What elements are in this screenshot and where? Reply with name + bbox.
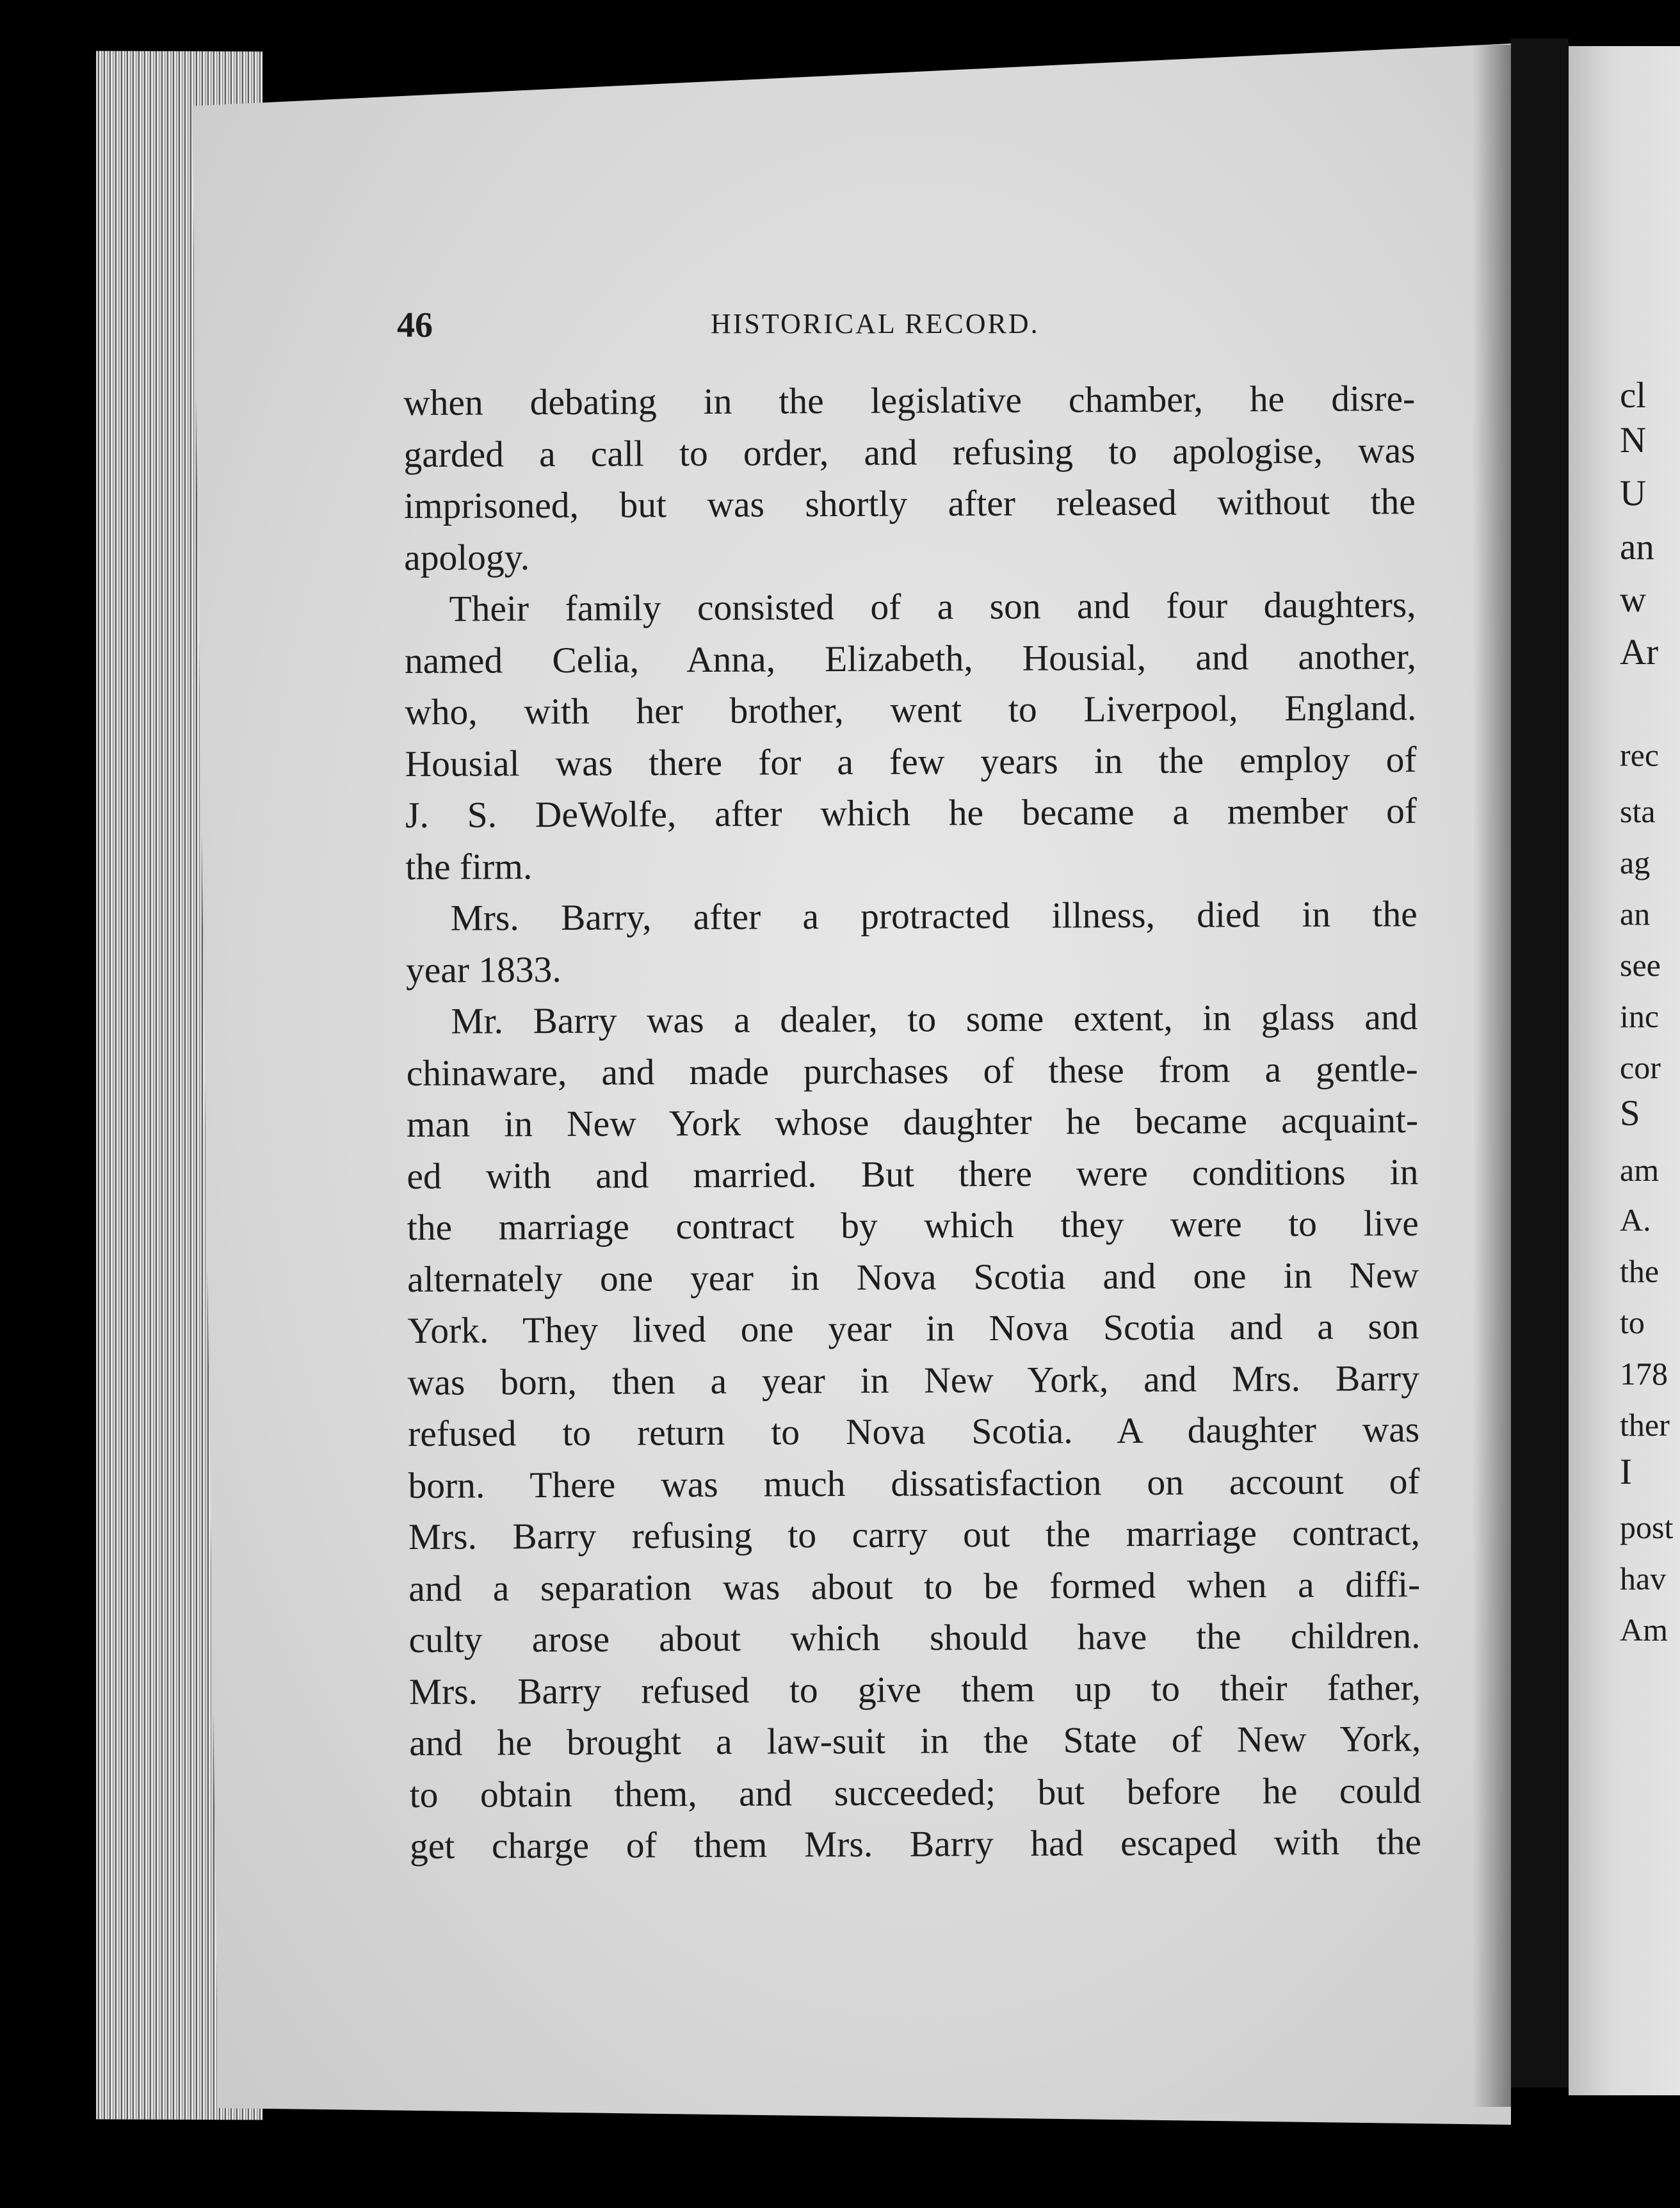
text-line: Mrs. Barry refused to give them up to their father, <box>408 1667 1421 1712</box>
facing-fragment: sta <box>1620 793 1656 829</box>
text-line: imprisoned, but was shortly after released without the <box>403 482 1416 526</box>
facing-fragment: the <box>1620 1253 1660 1289</box>
text-line: garded a call to order, and refusing to apologise, was <box>403 430 1416 475</box>
facing-fragment: ther <box>1620 1407 1670 1443</box>
facing-fragment: am <box>1620 1152 1660 1188</box>
facing-fragment: an <box>1620 527 1654 567</box>
body-text <box>403 373 1421 1872</box>
text-line: and a separation was about to be formed when a diffi- <box>408 1564 1421 1609</box>
page-header <box>397 301 1434 352</box>
text-line: who, with her brother, went to Liverpool, England. <box>405 688 1417 733</box>
facing-fragment: an <box>1620 896 1651 932</box>
text-line: born. There was much dissatisfaction on account of <box>408 1461 1420 1506</box>
facing-fragment: hav <box>1620 1561 1667 1596</box>
text-line: to obtain them, and succeeded; but before he could <box>409 1770 1421 1815</box>
text-line: the firm. <box>405 846 533 888</box>
text-line: Mrs. Barry refusing to carry out the marriage contract, <box>408 1513 1421 1557</box>
text-line: get charge of them Mrs. Barry had escaped with the <box>409 1822 1422 1867</box>
running-head: HISTORICAL RECORD. <box>711 308 1040 339</box>
text-line: culty arose about which should have the children. <box>408 1616 1421 1660</box>
facing-fragment: I <box>1620 1452 1632 1492</box>
facing-fragment: w <box>1620 580 1647 620</box>
text-line: man in New York whose daughter he became acquaint- <box>406 1100 1419 1145</box>
facing-fragment: cl <box>1620 375 1647 416</box>
text-line: ed with and married. But there were conditions in <box>407 1151 1419 1197</box>
facing-fragment: to <box>1620 1304 1645 1340</box>
facing-fragment: 178 <box>1620 1356 1668 1392</box>
facing-fragment: cor <box>1620 1050 1661 1085</box>
text-line: refused to return to Nova Scotia. A daughter was <box>408 1409 1420 1454</box>
facing-fragment: U <box>1620 473 1647 514</box>
text-line: alternately one year in Nova Scotia and one in New <box>407 1254 1419 1300</box>
page-number: 46 <box>397 305 433 345</box>
facing-fragment: ag <box>1620 845 1651 881</box>
facing-fragment: Ar <box>1620 632 1659 672</box>
text-line: apology. <box>404 537 530 578</box>
text-line: the marriage contract by which they were to live <box>407 1203 1419 1248</box>
facing-fragment: see <box>1620 947 1661 983</box>
text-line: Mrs. Barry, after a protracted illness, died in the <box>450 894 1418 939</box>
facing-fragment: rec <box>1620 737 1660 773</box>
facing-fragment: N <box>1620 420 1647 460</box>
text-line: Housial was there for a few years in the employ of <box>405 739 1417 784</box>
text-line: named Celia, Anna, Elizabeth, Housial, and another, <box>404 636 1417 681</box>
gutter <box>1511 38 1569 2088</box>
text-line: York. They lived one year in Nova Scotia and a son <box>407 1306 1419 1351</box>
facing-fragment: A. <box>1620 1202 1651 1238</box>
facing-fragment: inc <box>1620 998 1660 1034</box>
text-line: and he brought a law-suit in the State of New York, <box>409 1719 1421 1764</box>
facing-fragment: Am <box>1620 1612 1668 1648</box>
text-line: year 1833. <box>405 949 561 991</box>
text-line: chinaware, and made purchases of these from a gentle- <box>406 1048 1418 1094</box>
text-line: J. S. DeWolfe, after which he became a member of <box>405 791 1418 836</box>
text-line: Mr. Barry was a dealer, to some extent, in glass and <box>451 997 1418 1042</box>
facing-fragment: S <box>1620 1093 1640 1133</box>
facing-fragment: post <box>1620 1509 1674 1545</box>
text-line: when debating in the legislative chamber, he disre- <box>403 378 1416 423</box>
text-line: was born, then a year in New York, and Mrs. Barry <box>407 1358 1419 1403</box>
text-line: Their family consisted of a son and four daughters, <box>449 585 1416 629</box>
